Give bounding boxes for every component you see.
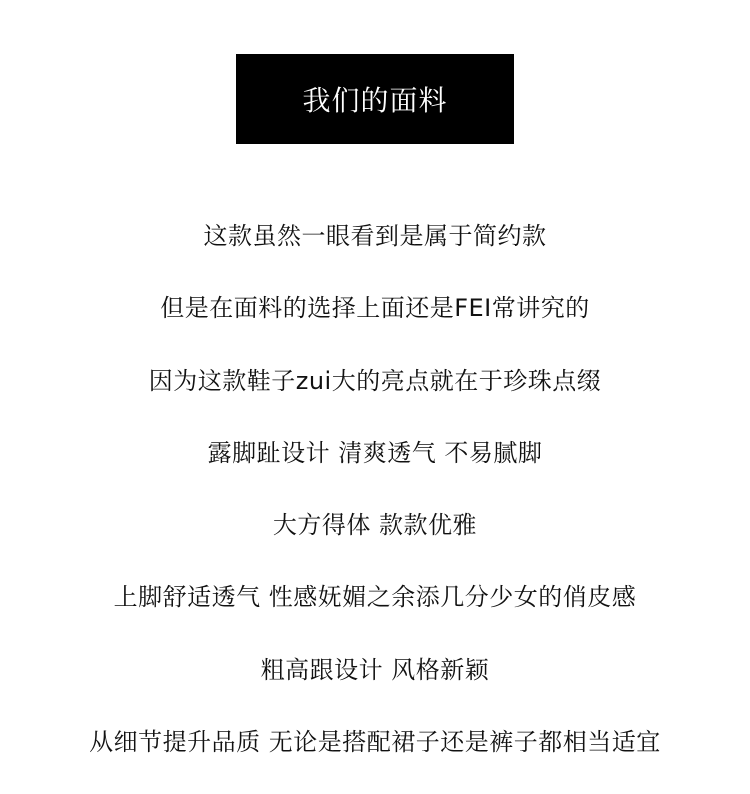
description-line: 露脚趾设计 清爽透气 不易腻脚	[207, 438, 543, 467]
description-line: 这款虽然一眼看到是属于简约款	[203, 222, 547, 250]
description-line: 粗高跟设计 风格新颖	[260, 655, 490, 684]
description-line: 大方得体 款款优雅	[272, 511, 478, 540]
section-title: 我们的面料	[302, 84, 448, 117]
description-line: 因为这款鞋子zui大的亮点就在于珍珠点缀	[148, 366, 602, 395]
description-block	[0, 216, 750, 794]
description-line: 但是在面料的选择上面还是FEI常讲究的	[160, 294, 590, 323]
section-title-banner	[236, 54, 514, 144]
description-line: 从细节提升品质 无论是搭配裙子还是裤子都相当适宜	[89, 728, 661, 757]
description-line: 上脚舒适透气 性感妩媚之余添几分少女的俏皮感	[113, 583, 637, 612]
